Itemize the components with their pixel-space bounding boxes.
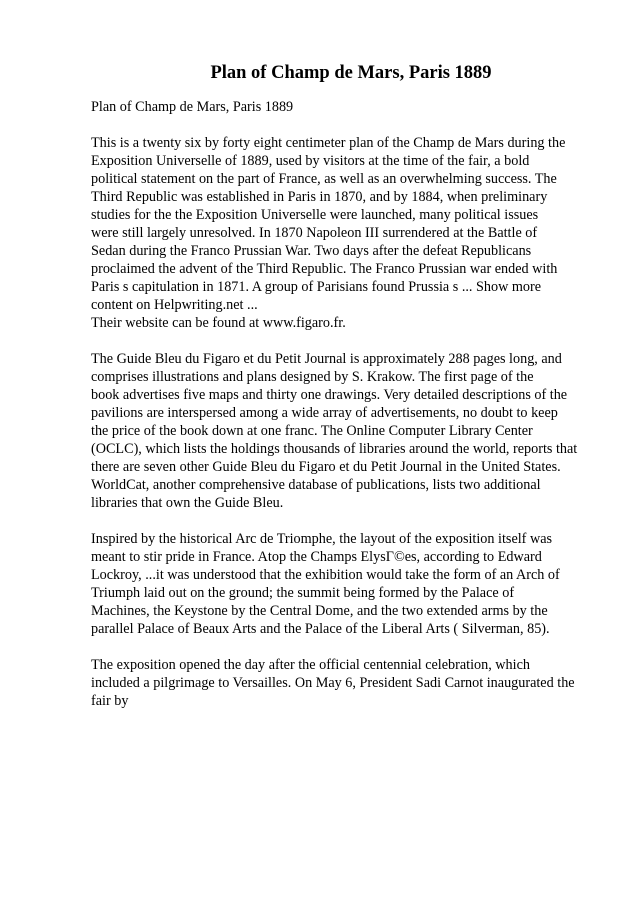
paragraph-line: political statement on the part of France, as well as an overwhelming success. The bbox=[91, 171, 557, 187]
paragraph-line: included a pilgrimage to Versailles. On May 6, President Sadi Carnot inaugurated the bbox=[91, 675, 575, 691]
paragraph-line: parallel Palace of Beaux Arts and the Palace of the Liberal Arts ( Silverman, 85). bbox=[91, 621, 550, 637]
paragraph-line: Paris s capitulation in 1871. A group of Parisians found Prussia s ... Show more bbox=[91, 279, 542, 295]
paragraph-line: there are seven other Guide Bleu du Figaro et du Petit Journal in the United States. bbox=[91, 459, 561, 475]
paragraph-line: Lockroy, ...it was understood that the exhibition would take the form of an Arch of bbox=[91, 567, 560, 583]
paragraph-line: book advertises five maps and thirty one drawings. Very detailed descriptions of the bbox=[91, 387, 568, 403]
paragraph-line: Third Republic was established in Paris in 1870, and by 1884, when preliminary bbox=[91, 189, 548, 205]
paragraph-line: Triumph laid out on the ground; the summit being formed by the Palace of bbox=[91, 585, 515, 601]
document-subtitle: Plan of Champ de Mars, Paris 1889 bbox=[91, 99, 294, 115]
paragraph-line: Exposition Universelle of 1889, used by visitors at the time of the fair, a bold bbox=[91, 153, 530, 169]
paragraph-line: This is a twenty six by forty eight centimeter plan of the Champ de Mars during the bbox=[91, 135, 566, 151]
paragraph-line: comprises illustrations and plans designed by S. Krakow. The first page of the bbox=[91, 369, 534, 385]
paragraph-line: Inspired by the historical Arc de Triomphe, the layout of the exposition itself was bbox=[91, 531, 553, 547]
paragraph-line: pavilions are interspersed among a wide array of advertisements, no doubt to keep bbox=[91, 405, 558, 421]
paragraph-4 bbox=[91, 656, 618, 710]
paragraph-line: were still largely unresolved. In 1870 Napoleon III surrendered at the Battle of bbox=[91, 225, 538, 241]
page-title: Plan of Champ de Mars, Paris 1889 bbox=[210, 63, 492, 83]
paragraph-line: the price of the book down at one franc. The Online Computer Library Center bbox=[91, 423, 533, 439]
paragraph-line: WorldCat, another comprehensive database of publications, lists two additional bbox=[91, 477, 541, 493]
paragraph-line: The exposition opened the day after the official centennial celebration, which bbox=[91, 657, 530, 673]
paragraph-3 bbox=[91, 530, 618, 638]
paragraph-line: proclaimed the advent of the Third Republic. The Franco Prussian war ended with bbox=[91, 261, 558, 277]
paragraph-line: Machines, the Keystone by the Central Dome, and the two extended arms by the bbox=[91, 603, 548, 619]
paragraph-line: Their website can be found at www.figaro.fr. bbox=[91, 315, 346, 331]
paragraph-line: meant to stir pride in France. Atop the Champs ElysΓ©es, according to Edward bbox=[91, 549, 542, 565]
paragraph-line: The Guide Bleu du Figaro et du Petit Journal is approximately 288 pages long, and bbox=[91, 351, 562, 367]
paragraph-2 bbox=[91, 350, 618, 512]
paragraph-line: content on Helpwriting.net ... bbox=[91, 297, 258, 313]
paragraph-line: libraries that own the Guide Bleu. bbox=[91, 495, 284, 511]
paragraph-line: (OCLC), which lists the holdings thousands of libraries around the world, reports that bbox=[91, 441, 578, 457]
paragraph-line: Sedan during the Franco Prussian War. Two days after the defeat Republicans bbox=[91, 243, 532, 259]
paragraph-1 bbox=[91, 134, 618, 332]
paragraph-line: studies for the the Exposition Universelle were launched, many political issues bbox=[91, 207, 539, 223]
paragraph-line: fair by bbox=[91, 693, 129, 709]
